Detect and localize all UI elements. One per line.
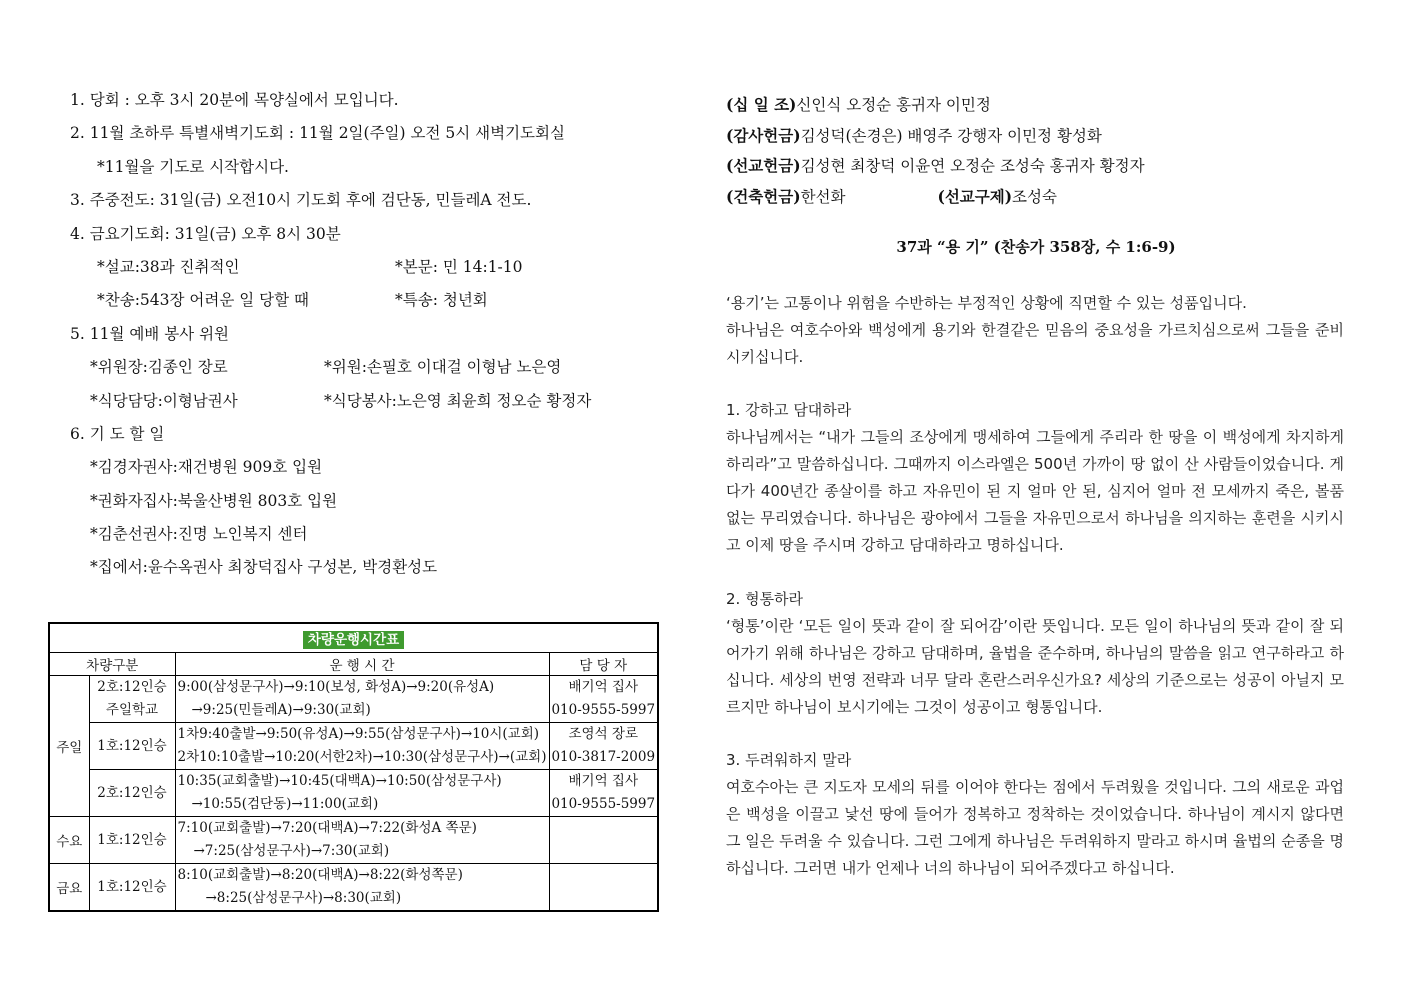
manager-cell xyxy=(549,817,658,864)
day-sunday: 주일 xyxy=(49,676,89,817)
section-body: ‘형통’이란 ‘모든 일이 뜻과 같이 잘 되어감’이란 뜻입니다. 모든 일이 하나님의 뜻과 같이 잘 되어가기 위해 하나님은 강하고 담대하며, 율법을 준수하며, 하나님의 말씀을 읽고 연구하라고 하십니다. 세상의 번영 전략과 너무 달라 혼란스러우신가요? 세상의 기준으로는 성공이 아닐지 모르지만 하나님이 보시기에는 그것이 성공이고 형통입니다. xyxy=(726,617,1344,716)
manager-cell: 조영석 장로 010-3817-2009 xyxy=(549,723,658,770)
prayer-item: *집에서:윤수옥권사 최창덕집사 구성본, 박경환성도 xyxy=(90,558,438,577)
header-manager: 담 당 자 xyxy=(549,653,658,676)
friday-sermon: *설교:38과 진취적인 xyxy=(97,257,240,276)
offering-row xyxy=(726,123,1346,154)
offering-label: (감사헌금) xyxy=(726,125,801,145)
prayer-item: *김춘선권사:진명 노인복지 센터 xyxy=(90,525,308,544)
offering-names: 신인식 오정순 홍귀자 이민정 xyxy=(796,96,991,114)
lesson-section-3 xyxy=(726,747,1344,882)
committee-chair: *위원장:김종인 장로 xyxy=(90,358,228,377)
header-vehicle: 차량구분 xyxy=(49,653,175,676)
prayer-item: *권화자집사:북울산병원 803호 입원 xyxy=(90,491,338,510)
committee-dining-head: *식당담당:이형남권사 xyxy=(90,391,238,410)
vehicle-cell: 1호:12인승 xyxy=(89,817,175,864)
times-cell: 9:00(삼성문구사)→9:10(보성, 화성A)→9:20(유성A) →9:25(민들레A)→9:30(교회) xyxy=(175,676,549,723)
lesson-section-1 xyxy=(726,397,1344,559)
offering-label: (선교구제) xyxy=(937,186,1013,206)
offering-names: 김성덕(손경은) 배영주 강행자 이민정 황성화 xyxy=(800,126,1102,145)
times-cell: 7:10(교회출발)→7:20(대백A)→7:22(화성A 쪽문) →7:25(삼성문구사)→7:30(교회) xyxy=(175,817,549,864)
vehicle-cell: 2호:12인승 xyxy=(89,770,175,817)
offering-label: (십 일 조) xyxy=(726,95,797,114)
section-heading: 3. 두려워하지 말라 xyxy=(726,751,852,769)
friday-prayer-row-1 xyxy=(70,255,670,288)
times-cell: 10:35(교회출발)→10:45(대백A)→10:50(삼성문구사) →10:55(검단동)→11:00(교회) xyxy=(175,770,549,817)
table-row xyxy=(49,864,658,912)
vehicle-cell: 1호:12인승 xyxy=(89,723,175,770)
announcement-3: 3. 주중전도: 31일(금) 오전10시 기도회 후에 검단동, 민들레A 전도. xyxy=(70,191,532,210)
header-times: 운 행 시 간 xyxy=(175,653,549,676)
table-row xyxy=(49,676,658,723)
friday-special: *특송: 청년회 xyxy=(395,291,488,310)
day-friday: 금요 xyxy=(49,864,89,912)
section-heading: 1. 강하고 담대하라 xyxy=(726,401,852,419)
announcements-column xyxy=(70,88,670,589)
offering-row xyxy=(726,153,1346,184)
offering-row xyxy=(726,184,1346,215)
table-row xyxy=(49,723,658,770)
committee-dining-service: *식당봉사:노은영 최윤희 정오순 황정자 xyxy=(324,391,592,410)
vehicle-schedule-table xyxy=(48,622,659,912)
announcement-2-note: *11월을 기도로 시작합시다. xyxy=(97,157,289,176)
offerings-list xyxy=(726,92,1346,214)
offering-names: 김성현 최창덕 이윤연 오정순 조성숙 홍귀자 황정자 xyxy=(800,157,1145,175)
offering-row xyxy=(726,92,1346,123)
lesson-title: 37과 “용 기” (찬송가 358장, 수 1:6-9) xyxy=(896,238,1176,256)
committee-row-2 xyxy=(70,389,670,422)
lesson-section-2 xyxy=(726,586,1344,721)
committee-row-1 xyxy=(70,355,670,388)
table-row xyxy=(49,770,658,817)
schedule-title-row xyxy=(49,623,658,653)
lesson-intro: ‘용기’는 고통이나 위험을 수반하는 부정적인 상황에 직면할 수 있는 성품입니다. 하나님은 여호수아와 백성에게 용기와 한결같은 믿음의 중요성을 가르치심으로써 그들을 준비시키십니다. xyxy=(726,294,1344,366)
committee-members: *위원:손필호 이대걸 이형남 노은영 xyxy=(324,358,562,377)
offering-label: (건축헌금) xyxy=(726,186,801,206)
announcement-2: 2. 11월 초하루 특별새벽기도회 : 11월 2일(주일) 오전 5시 새벽기도회실 xyxy=(70,124,565,143)
committee-heading: 5. 11월 예배 봉사 위원 xyxy=(70,324,230,343)
schedule-header-row xyxy=(49,653,658,676)
prayer-item: *김경자권사:재건병원 909호 입원 xyxy=(90,458,323,477)
friday-text-ref: *본문: 민 14:1-10 xyxy=(395,257,523,276)
section-body: 여호수아는 큰 지도자 모세의 뒤를 이어야 한다는 점에서 두려웠을 것입니다. 그의 새로운 과업은 백성을 이끌고 낯선 땅에 들어가 정복하고 정착하는 것이었습니다. 하나님이 계시지 않다면 그 일은 두려울 수 있습니다. 그런 그에게 하나님은 두려워하지 말라고 하시며 율법의 순종을 명하십니다. 그러면 내가 언제나 너의 하나님이 되어주겠다고 하십니다. xyxy=(726,778,1344,877)
friday-hymn: *찬송:543장 어려운 일 당할 때 xyxy=(97,291,309,310)
vehicle-cell: 2호:12인승 주일학교 xyxy=(89,676,175,723)
day-wednesday: 수요 xyxy=(49,817,89,864)
offering-names: 조성숙 xyxy=(1012,187,1057,206)
prayer-heading: 6. 기 도 할 일 xyxy=(70,424,165,443)
manager-cell: 배기억 집사 010-9555-5997 xyxy=(549,770,658,817)
manager-cell xyxy=(549,864,658,912)
announcement-1: 1. 당회 : 오후 3시 20분에 목양실에서 모입니다. xyxy=(70,91,399,109)
friday-prayer-row-2 xyxy=(70,288,670,321)
section-heading: 2. 형통하라 xyxy=(726,590,804,608)
offering-label: (선교헌금) xyxy=(726,156,801,175)
manager-cell: 배기억 집사 010-9555-5997 xyxy=(549,676,658,723)
times-cell: 8:10(교회출발)→8:20(대백A)→8:22(화성쪽문) →8:25(삼성문구사)→8:30(교회) xyxy=(175,864,549,912)
times-cell: 1차9:40출발→9:50(유성A)→9:55(삼성문구사)→10시(교회) 2차10:10출발→10:20(서한2차)→10:30(삼성문구사)→(교회) xyxy=(175,723,549,770)
vehicle-cell: 1호:12인승 xyxy=(89,864,175,912)
offering-names: 한선화 xyxy=(800,187,846,206)
schedule-title: 차량운행시간표 xyxy=(303,631,404,649)
section-body: 하나님께서는 “내가 그들의 조상에게 맹세하여 그들에게 주리라 한 땅을 이 백성에게 차지하게 하리라”고 말씀하십니다. 그때까지 이스라엘은 500년 가까이 땅 없이 산 사람들이었습니다. 게다가 400년간 종살이를 하고 자유민이 된 지 얼마 안 된, 심지어 얼마 전 모세까지 죽은, 볼품 없는 무리였습니다. 하나님은 광야에서 그들을 자유민으로서 하나님을 의지하는 훈련을 시키시고 이제 땅을 주시며 강하고 담대하라고 명하십니다. xyxy=(726,428,1344,554)
table-row xyxy=(49,817,658,864)
announcement-4: 4. 금요기도회: 31일(금) 오후 8시 30분 xyxy=(70,224,341,243)
